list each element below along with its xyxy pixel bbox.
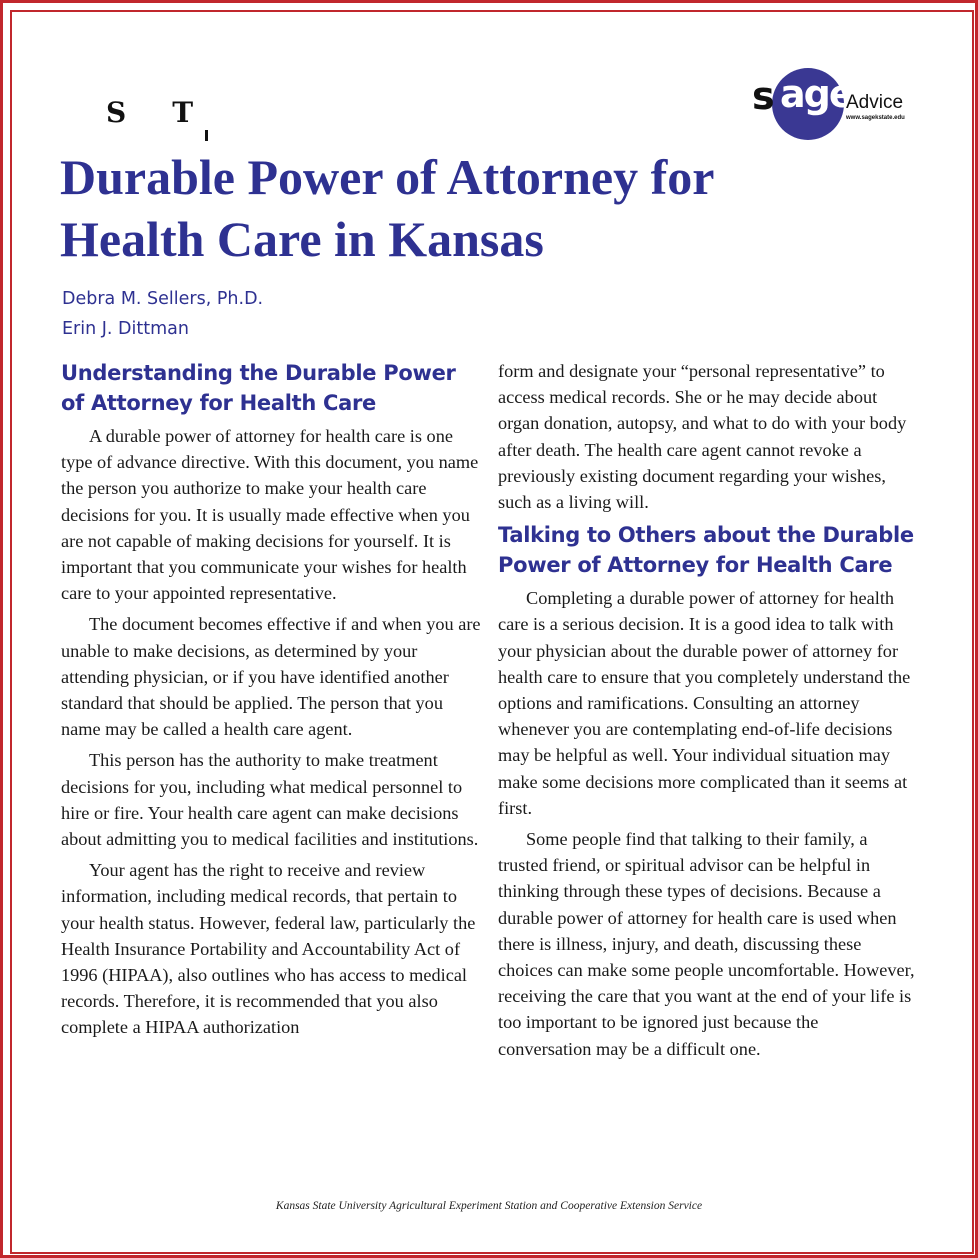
paragraph: The document becomes effective if and when you are unable to make decisions, as determined by your attending physician, or if you have identified another standard that should be applied. The person that you name may be called a health care agent.: [61, 614, 481, 740]
section-heading-talking: Talking to Others about the Durable Power of Attorney for Health Care: [498, 523, 914, 578]
paragraph: Your agent has the right to receive and review information, including medical records, that pertain to your health status. However, federal law, particularly the Health Insurance Portability and Accountability Act of 1996 (HIPAA), also outlines who has access to medical records. Therefore, it is recommended that you also complete a HIPAA authorization: [61, 860, 476, 1038]
document-title: Durable Power of Attorney for Health Care in Kansas: [60, 149, 714, 267]
logo-tagline: Advice: [846, 92, 904, 113]
paragraph: Completing a durable power of attorney for health care is a serious decision. It is a good idea to talk with your physician about the durable power of attorney for health care to ensure that you completely understand the options and ramifications. Consulting an attorney whenever you are contemplating end-of-life decisions may be helpful as well. Your individual situation may make some decisions more complicated than it seems at first.: [498, 588, 911, 818]
section-heading-understanding: Understanding the Durable Power of Attorney for Health Care: [61, 361, 456, 415]
logo-url: www.sagekstate.edu: [846, 115, 905, 121]
paragraph: A durable power of attorney for health care is one type of advance directive. With this document, you name the person you authorize to make your health care decisions for you. It is usually made effective when you are not capable of making decisions for yourself. It is important that you communicate your wishes for health care to your appointed representative.: [61, 426, 479, 604]
series-tick-mark: [205, 130, 208, 141]
continued-paragraph: form and designate your “personal representative” to access medical records. She or he may decide about organ donation, autopsy, and what to do with your body after death. The health care agent cannot revoke a previously existing document regarding your wishes, such as a living will.: [498, 361, 907, 513]
right-column: [498, 358, 916, 1067]
left-column: [61, 358, 481, 1046]
page-footer: Kansas State University Agricultural Experiment Station and Cooperative Extension Service: [275, 1200, 703, 1212]
author-1: Debra M. Sellers, Ph.D.: [62, 289, 264, 309]
sage-advice-logo: [752, 68, 922, 140]
logo-brand-rest: age: [780, 72, 853, 116]
logo-brand-prefix: s: [752, 74, 773, 118]
paragraph: Some people find that talking to their family, a trusted friend, or spiritual advisor can be helpful in thinking through these types of decisions. Because a durable power of attorney for health care is used when there is illness, injury, and death, discussing these choices can make some people uncomfortable. However, receiving the care that you want at the end of your life is too important to be ignored just because the conversation may be a difficult one.: [498, 829, 915, 1059]
series-label: ST: [106, 96, 240, 129]
paragraph: This person has the authority to make treatment decisions for you, including what medical personnel to hire or fire. Your health care agent can make decisions about admitting you to medical facilities and institutions.: [61, 750, 479, 850]
author-2: Erin J. Dittman: [62, 319, 189, 339]
